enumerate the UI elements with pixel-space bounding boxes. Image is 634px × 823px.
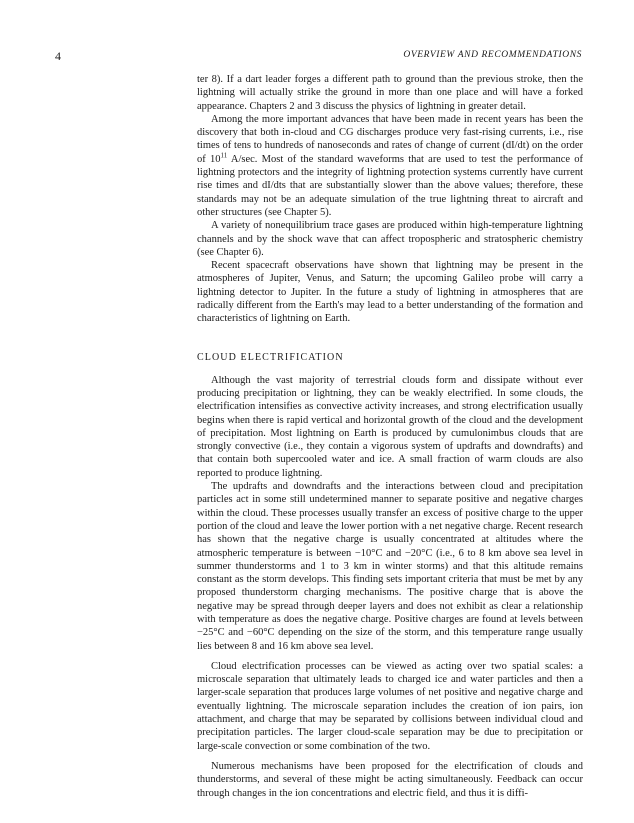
paragraph-continued: ter 8). If a dart leader forges a different path to ground than the previous stroke, then the lightning will actually strike the ground in more than one place and will have a forked appearance. Chapters 2 and 3 discuss the physics of lightning in greater detail. [197, 74, 583, 112]
paragraph-text-part: A/sec. Most of the standard waveforms that are used to test the performance of lightning protectors and the integrity of lightning protection systems currently have current rise times and dI/dts that are substantially slower than the above values; therefore, these standards may not be an adequate simulation of the true lightning threat to aircraft and other structures (see Chapter 5). [197, 153, 583, 218]
paragraph-fast-currents [197, 113, 583, 219]
paragraph-spatial-scales: Cloud electrification processes can be viewed as acting over two spatial scales: a microscale separation that ultimately leads to charged ice and water particles and then a larger-scale separation that produces large volumes of net positive and negative charge and eventually lightning. The microscale separation includes the creation of ion pairs, ion attachment, and charge that may be separated by collisions between individual cloud and precipitation particles. The larger cloud-scale separation may be due to precipitation or large-scale convection or some combination of the two. [197, 660, 583, 752]
running-head: OVERVIEW AND RECOMMENDATIONS [403, 50, 582, 60]
paragraph-charge-separation: The updrafts and downdrafts and the interactions between cloud and precipitation particles act in some still undetermined manner to separate positive and negative charges within the cloud. These processes usually transfer an excess of positive charge to the upper portion of the cloud and leave the lower portion with a net negative charge. Recent research has shown that the negative charge is usually concentrated at altitudes where the atmospheric temperature is between −10°C and −20°C (i.e., 6 to 8 km above sea level in summer thunderstorms and 1 to 3 km in winter storms) and that this altitude remains constant as the storm develops. This finding sets important criteria that must be met by any proposed thunderstorm charging mechanisms. The positive charge that is above the negative may be spread through deeper layers and does not exhibit as clear a relationship with temperature as does the negative charge. Positive charges are found at levels between −25°C and −60°C depending on the size of the storm, and this temperature range usually lies between 8 and 16 km above sea level. [197, 481, 583, 652]
paragraph-planetary-lightning: Recent spacecraft observations have shown that lightning may be present in the atmospheres of Jupiter, Venus, and Saturn; the upcoming Galileo probe will carry a lightning detector to Jupiter. In the future a study of lightning in atmospheres that are radically different from the Earth's may lead to a better understanding of the formation and characteristics of lightning on Earth. [197, 260, 583, 325]
paragraph-cloud-intro: Although the vast majority of terrestrial clouds form and dissipate without ever producing precipitation or lightning, they can be weakly electrified. In some clouds, the electrification intensifies as convective activity increases, and strong electrification usually begins when there is rapid vertical and horizontal growth of the cloud and the development of precipitation. Most lightning on Earth is produced by cumulonimbus clouds that are strongly convective (i.e., they contain a vigorous system of updrafts and downdrafts) and that contain both supercooled water and ice. A small fraction of warm clouds are also reported to produce lightning. [197, 374, 583, 479]
paragraph-trace-gases: A variety of nonequilibrium trace gases are produced within high-temperature lightning channels and by the shock wave that can affect tropospheric and stratospheric chemistry (see Chapter 6). [197, 220, 583, 258]
paragraph-text-part: Among the more important advances that have been made in recent years has been the discovery that both in-cloud and CG discharges produce very fast-rising currents, i.e., rise times of tens to hundreds of nanoseconds and rates of change of current (dI/dt) on the order of 10 [197, 113, 583, 165]
page-number: 4 [55, 49, 61, 63]
superscript-exponent: 11 [220, 151, 228, 160]
body-text [197, 73, 583, 800]
section-heading: CLOUD ELECTRIFICATION [197, 351, 344, 363]
paragraph-mechanisms: Numerous mechanisms have been proposed for the electrification of clouds and thunderstorms, and several of these might be acting simultaneously. Feedback can occur through changes in the ion concentrations and electric field, and thus it is diffi- [197, 760, 583, 799]
